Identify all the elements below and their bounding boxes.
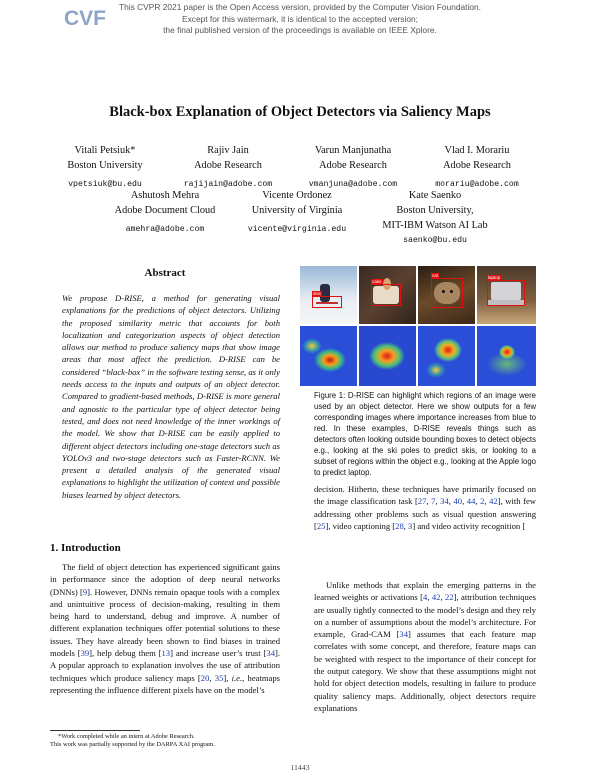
citation-link[interactable]: 25 <box>316 520 326 531</box>
cvf-logo-text: CVF <box>64 7 106 30</box>
citation-link[interactable]: 13 <box>161 648 171 659</box>
skis-saliency-map <box>300 326 357 386</box>
citation-link[interactable]: 42 <box>489 496 498 507</box>
detection-label: skis <box>313 291 321 296</box>
footnotes <box>50 733 290 750</box>
citation-link[interactable]: 34 <box>399 629 409 640</box>
cat-saliency-map <box>418 326 475 386</box>
author-block <box>100 188 230 236</box>
author-name: Kate Saenko <box>408 190 462 201</box>
paper-title: Black-box Explanation of Object Detectors via Saliency Maps <box>109 104 491 120</box>
figure-1-caption: Figure 1: D-RISE can highlight which regions of an image were used by an object detector. Here we show outputs for a few corresponding images where importance increases from blue to red. In these examples, D-RISE reveals things such as detectors often looking outside bounding boxes to detect objects e.g., looking at the ski poles to predict skis, or looking to a subset of regions within the object e.g., looking at the Apple logo to predict laptop. <box>314 391 536 477</box>
author-name: Vitali Petsiuk* <box>74 145 136 156</box>
author-affiliation: Adobe Research <box>319 160 387 171</box>
author-email[interactable]: vpetsiuk@bu.edu <box>68 180 142 189</box>
author-affiliation: Adobe Research <box>194 160 262 171</box>
author-name: Ashutosh Mehra <box>130 190 200 201</box>
open-access-notice <box>0 2 600 37</box>
citation-link[interactable]: 22 <box>445 592 454 603</box>
author-block <box>178 143 278 191</box>
detection-label: cake <box>372 279 382 284</box>
citation-link[interactable]: 7 <box>431 496 436 507</box>
introduction-heading: 1. Introduction <box>50 542 121 554</box>
author-affiliation: University of Virginia <box>251 205 343 216</box>
author-block <box>365 188 505 247</box>
laptop-saliency-map <box>477 326 536 386</box>
author-email[interactable]: vmanjuna@adobe.com <box>308 180 398 189</box>
author-affiliation: Boston University <box>67 160 143 171</box>
citation-link[interactable]: 35 <box>214 672 224 683</box>
detection-label: cat <box>432 273 439 278</box>
intro-paragraph: The field of object detection has experienced significant gains in performance since the adoption of deep neural networks (DNNs) [9]. However, DNNs remain opaque tools with a complex and unintuitive process of decision-making, resulting in them being hard to understand, debug and improve. A number of different explanation techniques offer potential solutions to these issues. They have already been shown to find biases in trained models [39], help debug them [13] and increase user’s trust [34]. A popular approach to explanation involves the use of attribution techniques which produce saliency maps [20, 35], i.e., heatmaps representing the influence different pixels have on the model’s <box>50 562 280 695</box>
author-affiliation: Boston University, <box>396 205 474 216</box>
detection-box <box>312 296 342 308</box>
laptop-image <box>477 266 536 324</box>
author-name: Vlad I. Morariu <box>444 145 510 156</box>
author-email[interactable]: saenko@bu.edu <box>403 236 467 245</box>
author-name: Varun Manjunatha <box>314 145 392 156</box>
author-name: Rajiv Jain <box>207 145 249 156</box>
notice-line: the final published version of the proceedings is available on IEEE Xplore. <box>163 25 437 35</box>
cake-saliency-map <box>359 326 416 386</box>
right-paragraph-1: decision. Hitherto, these techniques have primarily focused on the image classification task [27, 7, 34, 40, 44, 2, 42], with few addressing other problems such as visual question answering [25], video captioning [28, 3] and video activity recognition [ <box>314 484 537 531</box>
abstract-heading: Abstract <box>144 267 186 279</box>
author-block <box>298 143 408 191</box>
author-block <box>232 188 362 236</box>
cat-image <box>418 266 475 324</box>
author-affiliation: MIT-IBM Watson AI Lab <box>382 220 488 231</box>
notice-line: Except for this watermark, it is identical to the accepted version; <box>181 13 418 24</box>
detection-box <box>431 278 463 308</box>
citation-link[interactable]: 34 <box>440 496 449 507</box>
citation-link[interactable]: 42 <box>431 592 441 603</box>
skier-image <box>300 266 357 324</box>
citation-link[interactable]: 34 <box>266 648 275 659</box>
author-block <box>55 143 155 191</box>
author-affiliation: Adobe Document Cloud <box>114 205 216 216</box>
detection-box <box>371 284 401 306</box>
author-email[interactable]: amehra@adobe.com <box>125 225 205 234</box>
citation-link[interactable]: 44 <box>466 496 476 507</box>
footnote-funding: This work was partially supported by the DARPA XAI program. <box>50 741 215 749</box>
citation-link[interactable]: 2 <box>480 496 485 507</box>
citation-link[interactable]: 27 <box>417 496 427 507</box>
author-block <box>422 143 532 191</box>
author-email[interactable]: morariu@adobe.com <box>435 180 519 189</box>
detection-box <box>487 280 525 306</box>
citation-link[interactable]: 40 <box>453 496 463 507</box>
citation-link[interactable]: 3 <box>408 520 413 531</box>
citation-link[interactable]: 20 <box>200 672 210 683</box>
abstract-text: We propose D-RISE, a method for generating visual explanations for the predictions of object detectors. Utilizing the proposed similarity metric that accounts for both localization and categorization aspects of object detection allows our method to produce saliency maps that show image areas that most affect the prediction. D-RISE can be considered “black-box” in the software testing sense, as it only needs access to the inputs and outputs of an object detector. Compared to gradient-based methods, D-RISE is more general and agnostic to the particular type of object detector being tested, and does not need knowledge of the inner workings of the model. We show that D-RISE can be easily applied to different object detectors including one-stage detectors such as YOLOv3 and two-stage detectors such as Faster-RCNN. We present a detailed analysis of the generated visual explanations to highlight the utilization of context and possible biases learned by object detectors. <box>62 293 280 500</box>
citation-link[interactable]: 28 <box>395 520 404 531</box>
citation-link[interactable]: 9 <box>82 586 88 597</box>
author-name: Vicente Ordonez <box>262 190 332 201</box>
page-number: 11443 <box>290 763 310 772</box>
author-affiliation: Adobe Research <box>443 160 511 171</box>
footnote-rule <box>50 730 140 731</box>
citation-link[interactable]: 4 <box>422 592 428 603</box>
citation-link[interactable]: 39 <box>80 648 90 659</box>
right-paragraph-2: Unlike methods that explain the emerging patterns in the learned weights or activations [4, 42, 22], attribution techniques are usually tightly connected to the model’s design and they rely on a number of assumptions about the model’s architecture. For example, Grad-CAM [34] assumes that each feature map correlates with some concept, and therefore, feature maps can be weighted with respect to the importance of their concept for the output category. We show that these assumptions might not hold for object detection models, resulting in failure to produce quality saliency maps. Additionally, object detectors require explanations <box>314 580 537 713</box>
figure-1-grid <box>300 266 536 386</box>
cake-image <box>359 266 416 324</box>
notice-line: This CVPR 2021 paper is the Open Access version, provided by the Computer Vision Foundation. <box>118 2 482 12</box>
detection-label: laptop <box>488 275 501 280</box>
footnote-intern: *Work completed while an intern at Adobe Research. <box>58 733 195 740</box>
author-email[interactable]: vicente@virginia.edu <box>247 225 347 234</box>
author-email[interactable]: rajijain@adobe.com <box>183 180 273 189</box>
